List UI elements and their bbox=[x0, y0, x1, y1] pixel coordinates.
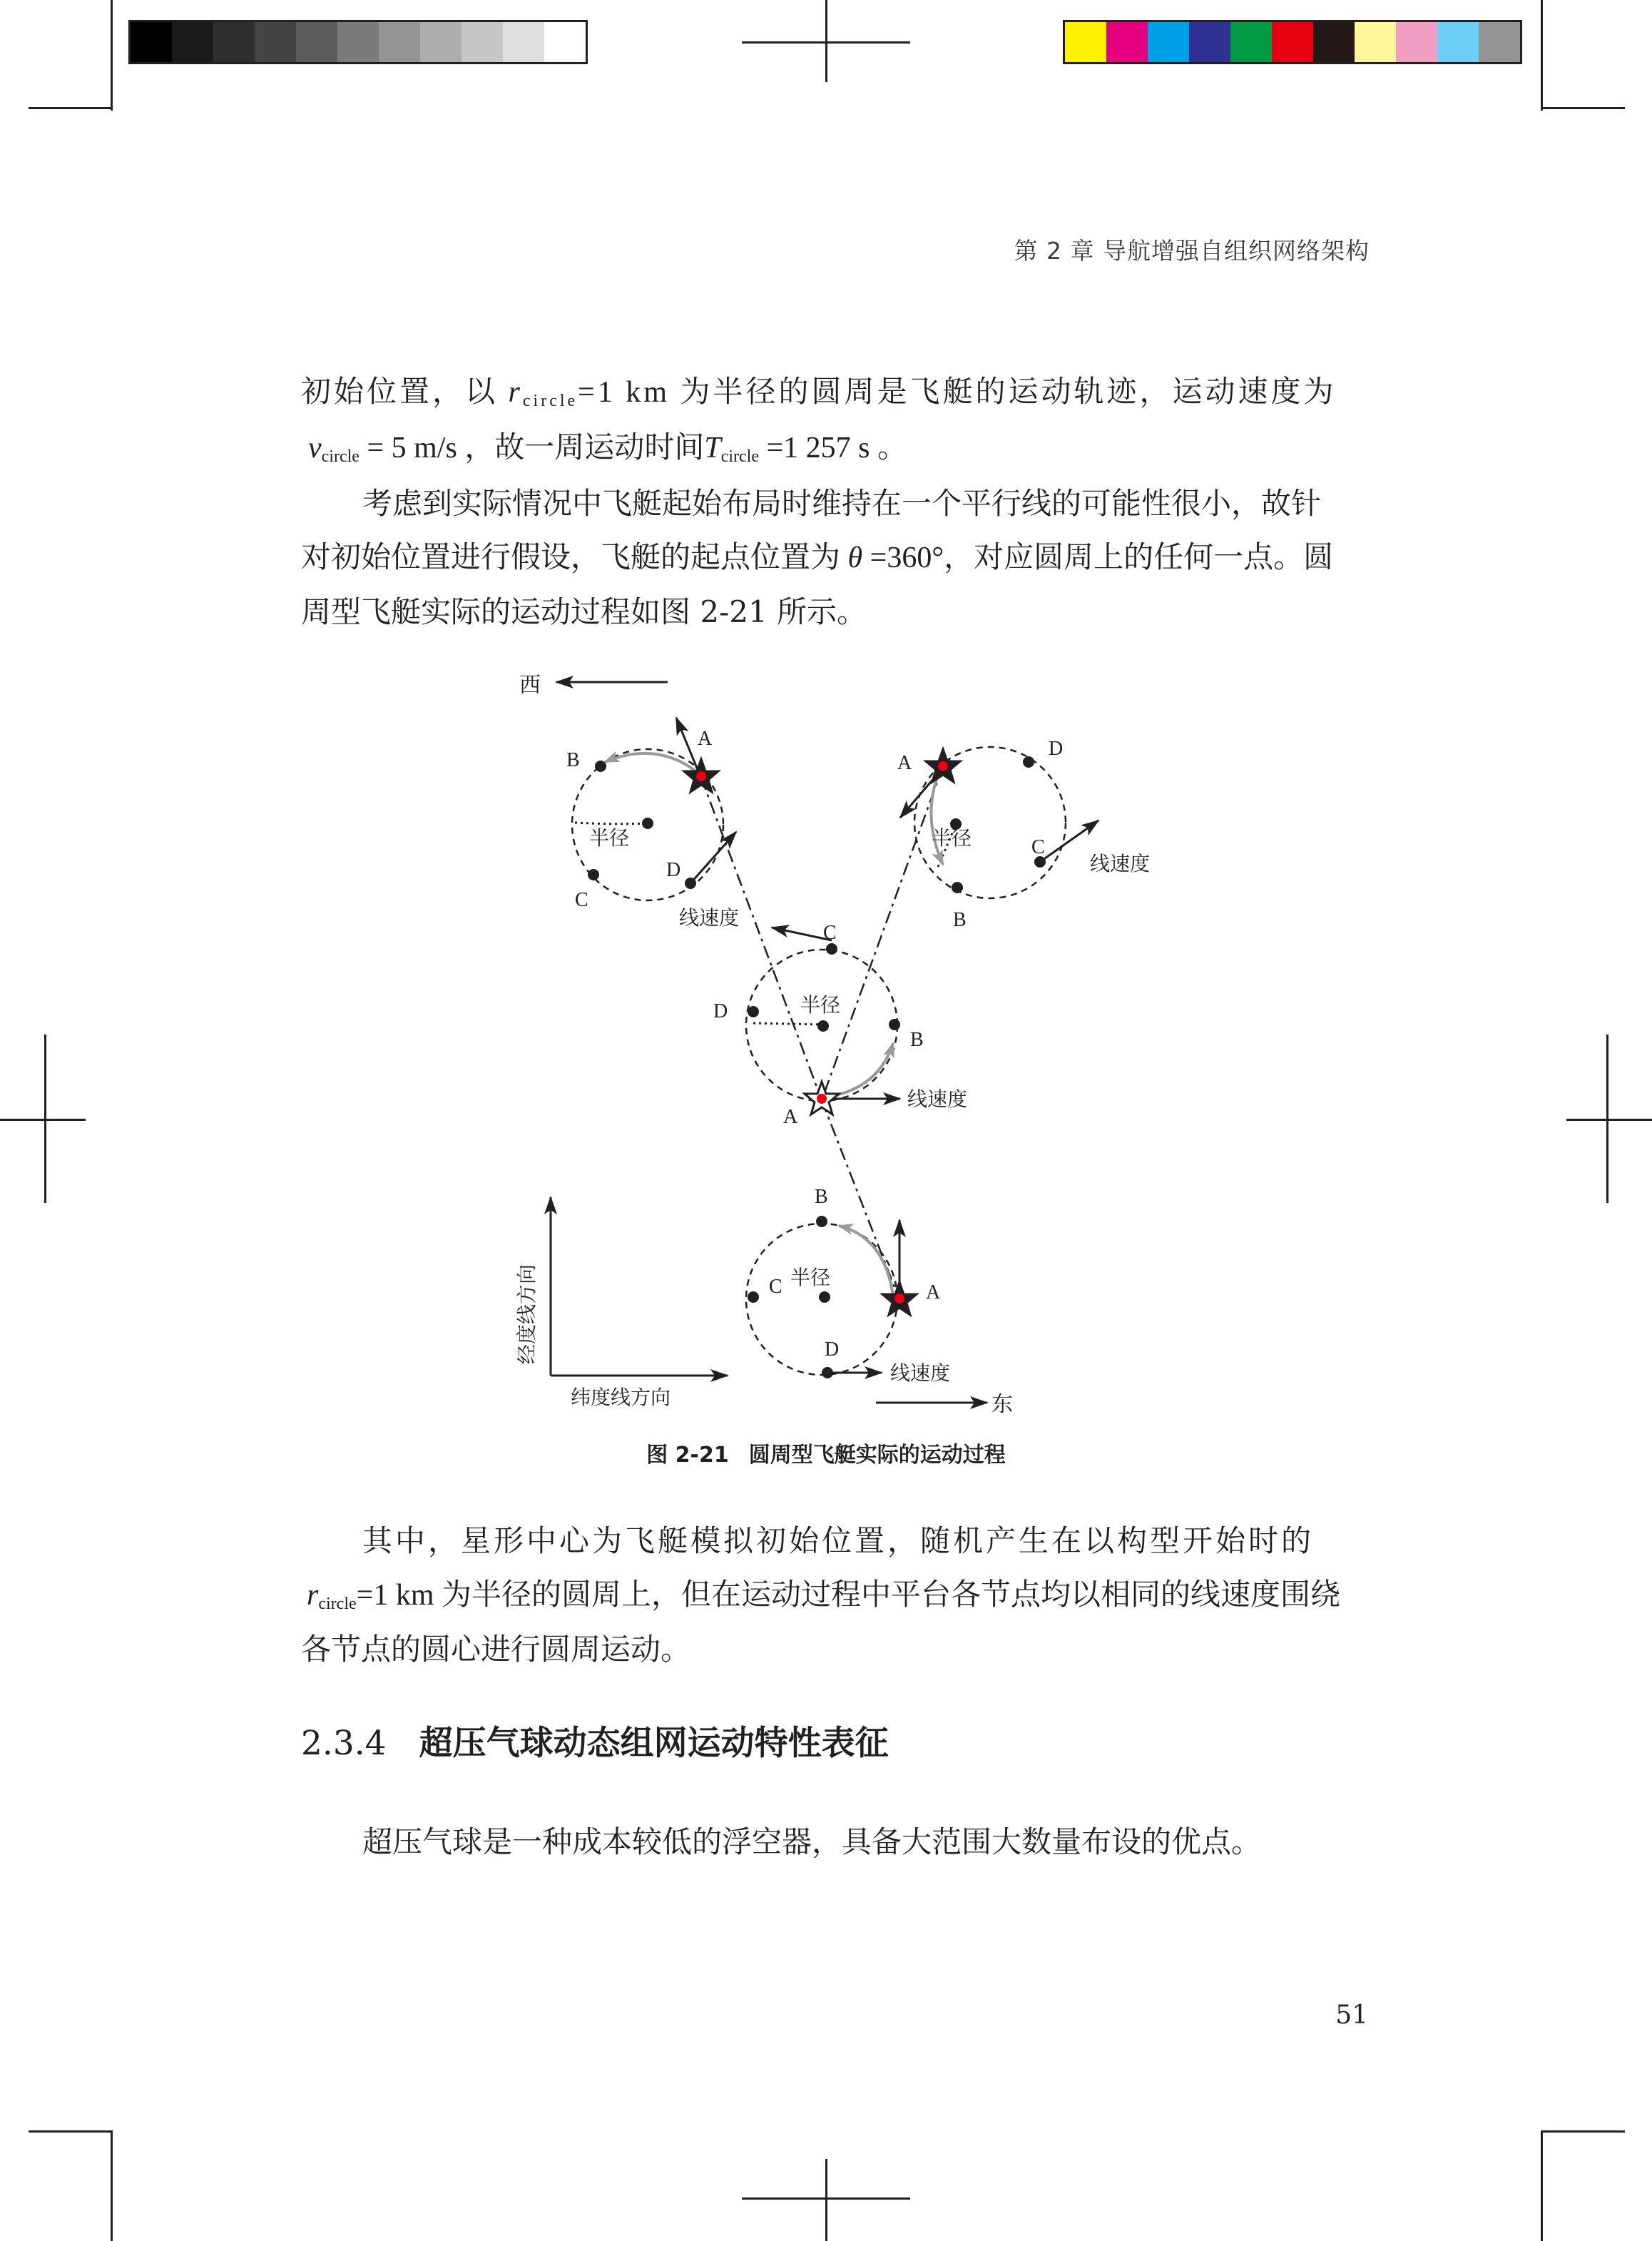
svg-text:A: A bbox=[926, 1281, 941, 1304]
grayscale-bar bbox=[128, 20, 588, 64]
page-number: 51 bbox=[1335, 2001, 1368, 2030]
svg-text:B: B bbox=[910, 1029, 924, 1051]
running-head: 第 2 章 导航增强自组织网络架构 bbox=[1014, 237, 1370, 265]
svg-text:半径: 半径 bbox=[790, 1266, 831, 1289]
process-swatch-9 bbox=[1396, 22, 1437, 62]
process-swatch-1 bbox=[1065, 22, 1106, 62]
svg-text:C: C bbox=[823, 922, 837, 944]
svg-text:线速度: 线速度 bbox=[1090, 852, 1151, 875]
svg-text:B: B bbox=[953, 909, 967, 931]
svg-text:线速度: 线速度 bbox=[679, 906, 740, 930]
paragraph-1-line-1: 初始位置，以 $r_{circle}=1$ km 为半径的圆周是飞艇的运动轨迹，运动速度为 bbox=[301, 376, 1337, 410]
svg-text:C: C bbox=[769, 1276, 782, 1298]
svg-text:A: A bbox=[783, 1106, 798, 1128]
gray-swatch-5 bbox=[296, 22, 337, 62]
gray-swatch-1 bbox=[131, 22, 172, 62]
process-swatch-6 bbox=[1272, 22, 1313, 62]
paragraph-2-line-3: 周型飞艇实际的运动过程如图 2-21 所示。 bbox=[301, 594, 867, 629]
svg-text:A: A bbox=[897, 752, 912, 774]
gray-swatch-8 bbox=[420, 22, 462, 62]
gray-swatch-9 bbox=[462, 22, 503, 62]
svg-text:B: B bbox=[815, 1186, 828, 1208]
paragraph-3-line-1: 其中，星形中心为飞艇模拟初始位置，随机产生在以构型开始时的 bbox=[362, 1523, 1315, 1558]
svg-text:半径: 半径 bbox=[800, 993, 841, 1017]
process-swatch-10 bbox=[1437, 22, 1479, 62]
process-swatch-5 bbox=[1230, 22, 1272, 62]
paragraph-2-line-2: 对初始位置进行假设，飞艇的起点位置为 θ =360°，对应圆周上的任何一点。圆 bbox=[301, 542, 1334, 574]
paragraph-3-line-3: 各节点的圆心进行圆周运动。 bbox=[301, 1632, 691, 1667]
svg-text:A: A bbox=[698, 728, 713, 750]
svg-text:C: C bbox=[1031, 836, 1045, 858]
svg-text:线速度: 线速度 bbox=[890, 1361, 951, 1385]
process-swatch-4 bbox=[1189, 22, 1230, 62]
gray-swatch-7 bbox=[379, 22, 420, 62]
process-swatch-11 bbox=[1479, 22, 1520, 62]
west-label: 西 bbox=[519, 673, 541, 698]
svg-text:线速度: 线速度 bbox=[907, 1087, 968, 1111]
velocity-labels bbox=[679, 852, 1150, 1385]
svg-text:D: D bbox=[1049, 738, 1064, 760]
latitude-axis-label: 纬度线方向 bbox=[571, 1386, 671, 1409]
figure-caption: 图 2-21 圆周型飞艇实际的运动过程 bbox=[646, 1443, 1006, 1468]
svg-text:B: B bbox=[566, 749, 580, 771]
process-color-bar bbox=[1063, 20, 1522, 64]
gray-swatch-2 bbox=[172, 22, 213, 62]
section-heading: 2.3.4 超压气球动态组网运动特性表征 bbox=[301, 1724, 889, 1763]
gray-swatch-3 bbox=[213, 22, 255, 62]
gray-swatch-6 bbox=[337, 22, 379, 62]
svg-text:D: D bbox=[825, 1338, 840, 1361]
process-swatch-3 bbox=[1148, 22, 1189, 62]
paragraph-1-line-2: $v_{circle} = 5$ m/s ，故一周运动时间$T_{circle} =1$ 257 s 。 bbox=[308, 432, 908, 466]
radius-labels bbox=[589, 826, 972, 1289]
svg-text:D: D bbox=[666, 859, 681, 881]
paragraph-2-line-1: 考虑到实际情况中飞艇起始布局时维持在一个平行线的可能性很小，故针 bbox=[362, 486, 1322, 521]
gray-swatch-11 bbox=[544, 22, 586, 62]
process-swatch-8 bbox=[1355, 22, 1396, 62]
svg-text:半径: 半径 bbox=[589, 826, 630, 850]
figure-2-21 bbox=[0, 642, 1652, 1427]
gray-swatch-4 bbox=[255, 22, 296, 62]
longitude-axis-label: 经度线方向 bbox=[515, 1264, 539, 1364]
svg-text:D: D bbox=[713, 1000, 728, 1022]
paragraph-4-line-1: 超压气球是一种成本较低的浮空器，具备大范围大数量布设的优点。 bbox=[362, 1824, 1262, 1859]
svg-text:C: C bbox=[575, 889, 588, 911]
svg-text:半径: 半径 bbox=[932, 826, 972, 850]
process-swatch-7 bbox=[1313, 22, 1355, 62]
radius-lines bbox=[575, 823, 956, 1025]
process-swatch-2 bbox=[1106, 22, 1148, 62]
east-label: 东 bbox=[991, 1392, 1013, 1417]
paragraph-3-line-2: $r_{circle}=1$ km 为半径的圆周上，但在运动过程中平台各节点均以相同的线速度围绕 bbox=[307, 1579, 1341, 1613]
gray-swatch-10 bbox=[503, 22, 544, 62]
